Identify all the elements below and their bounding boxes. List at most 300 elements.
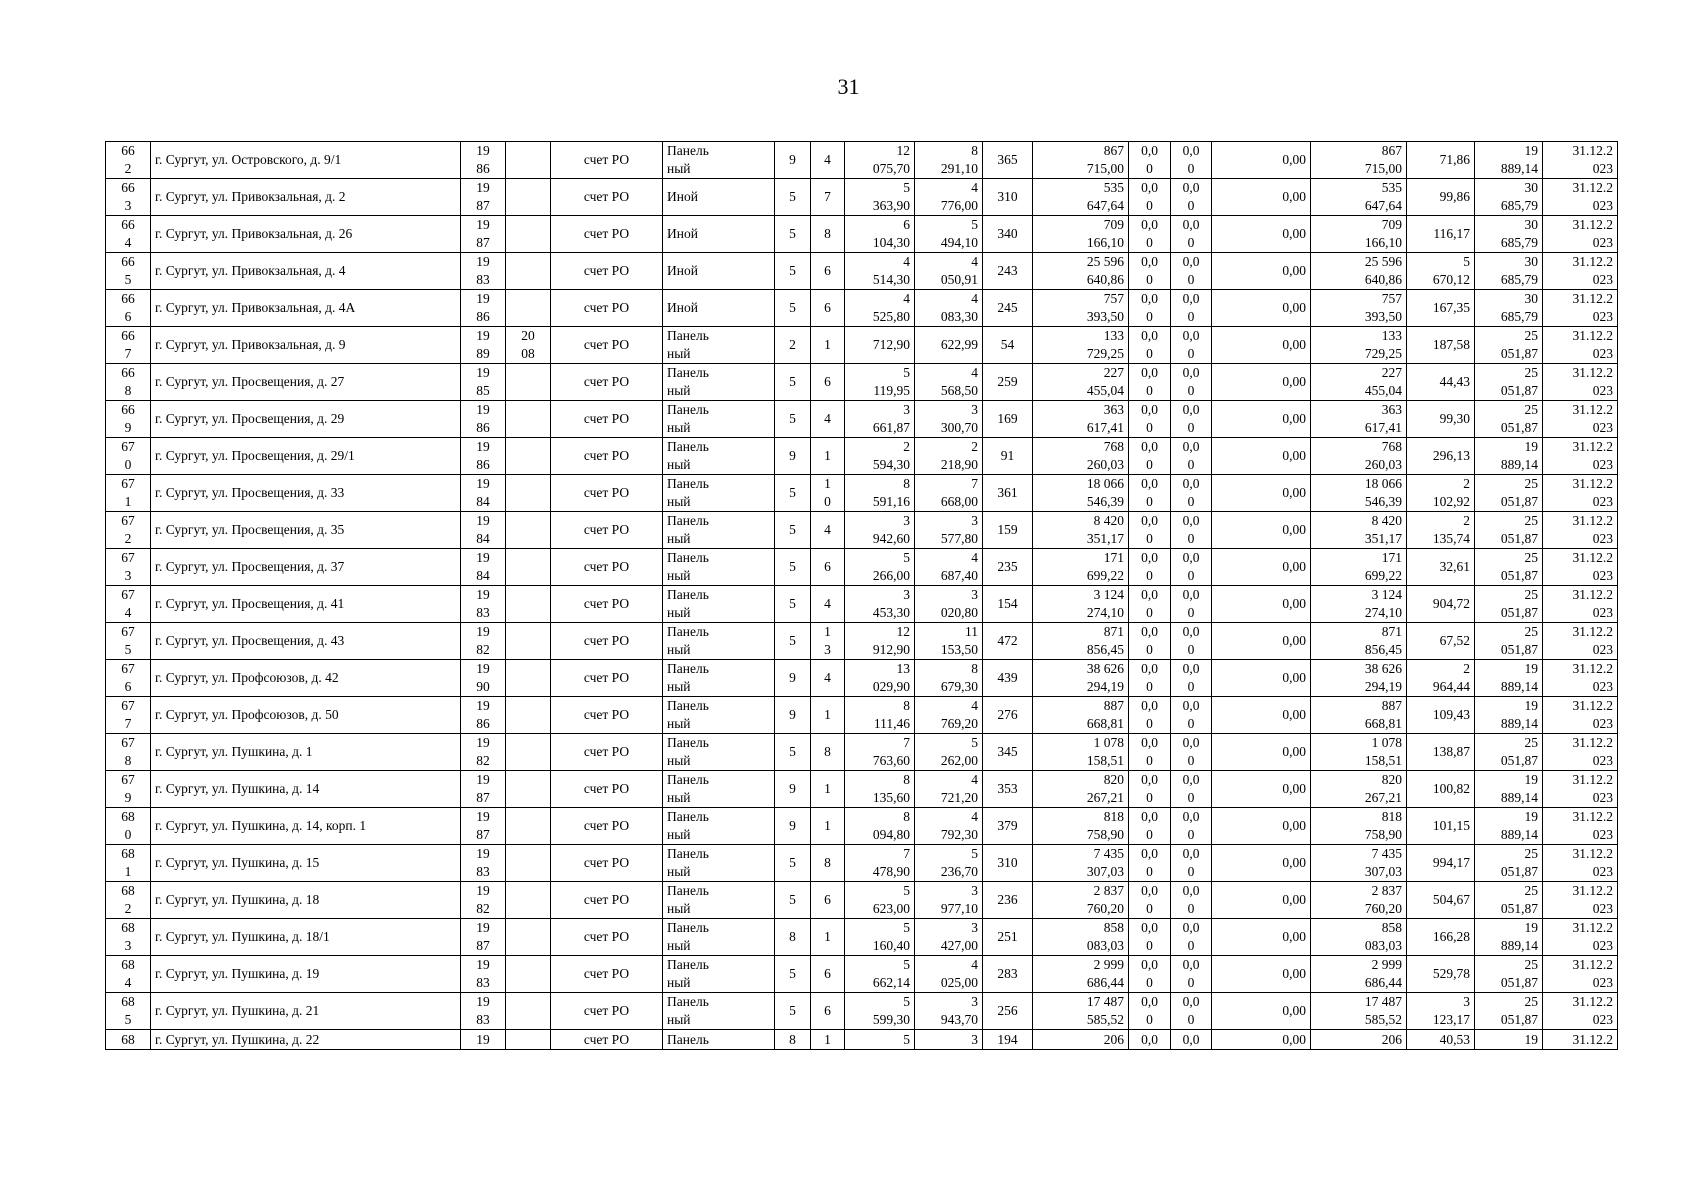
cell-row-number: 66 4 (106, 216, 151, 253)
cell-wall-material: Панель ный (663, 549, 775, 586)
cell-account-type: счет РО (551, 179, 663, 216)
cell-entrances: 1 (811, 808, 845, 845)
cell-total-cost: 820 267,21 (1033, 771, 1129, 808)
cell-cost-a: 0,0 0 (1129, 216, 1171, 253)
cell-residents: 472 (983, 623, 1033, 660)
cell-cost-b: 0,0 0 (1171, 475, 1212, 512)
table-row (106, 290, 1618, 327)
cell-wall-material: Панель ный (663, 771, 775, 808)
cell-cost-c: 0,00 (1212, 475, 1311, 512)
cell-cost-a: 0,0 0 (1129, 401, 1171, 438)
table-row (106, 327, 1618, 364)
cell-total-area: 5 119,95 (845, 364, 915, 401)
cell-cost-total: 820 267,21 (1311, 771, 1407, 808)
table-row (106, 919, 1618, 956)
cell-living-area: 4 792,30 (915, 808, 983, 845)
cell-floors: 5 (775, 623, 811, 660)
cell-row-number: 68 (106, 1030, 151, 1050)
cell-residents: 310 (983, 845, 1033, 882)
cell-limit-cost: 25 051,87 (1475, 512, 1543, 549)
cell-deadline: 31.12.2 023 (1543, 179, 1618, 216)
cell-address: г. Сургут, ул. Пушкина, д. 1 (151, 734, 461, 771)
cell-entrances: 1 (811, 327, 845, 364)
cell-residents: 310 (983, 179, 1033, 216)
cell-year-reconstructed (506, 364, 551, 401)
cell-floors: 2 (775, 327, 811, 364)
cell-floors: 9 (775, 808, 811, 845)
table-row (106, 401, 1618, 438)
table-row (106, 956, 1618, 993)
cell-cost-per-sqm: 5 670,12 (1407, 253, 1475, 290)
cell-year-built: 19 82 (461, 882, 506, 919)
cell-floors: 5 (775, 401, 811, 438)
cell-floors: 5 (775, 734, 811, 771)
cell-limit-cost: 25 051,87 (1475, 956, 1543, 993)
cell-limit-cost: 25 051,87 (1475, 882, 1543, 919)
cell-year-built: 19 86 (461, 290, 506, 327)
cell-cost-b: 0,0 0 (1171, 364, 1212, 401)
cell-entrances: 4 (811, 586, 845, 623)
cell-cost-b: 0,0 0 (1171, 179, 1212, 216)
cell-wall-material: Иной (663, 253, 775, 290)
cell-year-reconstructed (506, 623, 551, 660)
cell-year-built: 19 82 (461, 623, 506, 660)
cell-cost-total: 871 856,45 (1311, 623, 1407, 660)
cell-year-reconstructed (506, 660, 551, 697)
table-row (106, 179, 1618, 216)
cell-deadline: 31.12.2 023 (1543, 142, 1618, 179)
cell-residents: 361 (983, 475, 1033, 512)
cell-total-cost: 363 617,41 (1033, 401, 1129, 438)
cell-row-number: 67 1 (106, 475, 151, 512)
cell-living-area: 4 769,20 (915, 697, 983, 734)
cell-address: г. Сургут, ул. Пушкина, д. 19 (151, 956, 461, 993)
cell-living-area: 5 236,70 (915, 845, 983, 882)
cell-total-area: 3 661,87 (845, 401, 915, 438)
cell-wall-material: Иной (663, 216, 775, 253)
cell-wall-material: Панель (663, 1030, 775, 1050)
cell-row-number: 66 2 (106, 142, 151, 179)
cell-total-area: 3 942,60 (845, 512, 915, 549)
cell-cost-total: 757 393,50 (1311, 290, 1407, 327)
cell-account-type: счет РО (551, 475, 663, 512)
cell-cost-c: 0,00 (1212, 771, 1311, 808)
cell-cost-per-sqm: 2 135,74 (1407, 512, 1475, 549)
table-row (106, 845, 1618, 882)
cell-cost-total: 133 729,25 (1311, 327, 1407, 364)
cell-year-reconstructed (506, 549, 551, 586)
cell-year-reconstructed (506, 845, 551, 882)
cell-row-number: 67 7 (106, 697, 151, 734)
cell-deadline: 31.12.2 023 (1543, 290, 1618, 327)
cell-cost-a: 0,0 0 (1129, 734, 1171, 771)
cell-cost-a: 0,0 0 (1129, 919, 1171, 956)
cell-total-area: 5 363,90 (845, 179, 915, 216)
cell-cost-b: 0,0 0 (1171, 290, 1212, 327)
cell-limit-cost: 19 889,14 (1475, 660, 1543, 697)
cell-row-number: 68 4 (106, 956, 151, 993)
cell-cost-per-sqm: 167,35 (1407, 290, 1475, 327)
cell-cost-per-sqm: 32,61 (1407, 549, 1475, 586)
cell-row-number: 67 4 (106, 586, 151, 623)
cell-cost-b: 0,0 0 (1171, 697, 1212, 734)
cell-wall-material: Иной (663, 290, 775, 327)
cell-year-built: 19 87 (461, 771, 506, 808)
table-row (106, 623, 1618, 660)
cell-year-reconstructed (506, 253, 551, 290)
cell-year-built: 19 83 (461, 956, 506, 993)
cell-cost-a: 0,0 0 (1129, 364, 1171, 401)
cell-floors: 5 (775, 549, 811, 586)
cell-limit-cost: 19 889,14 (1475, 771, 1543, 808)
cell-deadline: 31.12.2 023 (1543, 586, 1618, 623)
cell-residents: 159 (983, 512, 1033, 549)
cell-limit-cost: 25 051,87 (1475, 623, 1543, 660)
cell-account-type: счет РО (551, 734, 663, 771)
cell-cost-c: 0,00 (1212, 882, 1311, 919)
cell-year-built: 19 86 (461, 401, 506, 438)
cell-total-area: 7 763,60 (845, 734, 915, 771)
cell-year-reconstructed (506, 882, 551, 919)
cell-total-cost: 887 668,81 (1033, 697, 1129, 734)
cell-year-built: 19 87 (461, 919, 506, 956)
cell-total-cost: 757 393,50 (1033, 290, 1129, 327)
cell-total-cost: 2 999 686,44 (1033, 956, 1129, 993)
cell-cost-a: 0,0 0 (1129, 771, 1171, 808)
cell-row-number: 66 8 (106, 364, 151, 401)
cell-residents: 169 (983, 401, 1033, 438)
cell-cost-c: 0,00 (1212, 179, 1311, 216)
table-row (106, 512, 1618, 549)
table-row (106, 808, 1618, 845)
cell-cost-b: 0,0 0 (1171, 438, 1212, 475)
cell-address: г. Сургут, ул. Островского, д. 9/1 (151, 142, 461, 179)
cell-total-area: 12 912,90 (845, 623, 915, 660)
cell-year-reconstructed (506, 179, 551, 216)
cell-cost-per-sqm: 116,17 (1407, 216, 1475, 253)
cell-cost-total: 227 455,04 (1311, 364, 1407, 401)
cell-total-area: 5 160,40 (845, 919, 915, 956)
table-row (106, 142, 1618, 179)
cell-address: г. Сургут, ул. Привокзальная, д. 2 (151, 179, 461, 216)
cell-total-cost: 867 715,00 (1033, 142, 1129, 179)
cell-year-built: 19 83 (461, 586, 506, 623)
cell-year-built: 19 (461, 1030, 506, 1050)
cell-year-built: 19 87 (461, 808, 506, 845)
cell-cost-a: 0,0 (1129, 1030, 1171, 1050)
housing-register-table (105, 141, 1618, 1050)
cell-total-area: 8 135,60 (845, 771, 915, 808)
cell-wall-material: Панель ный (663, 327, 775, 364)
cell-row-number: 67 8 (106, 734, 151, 771)
cell-deadline: 31.12.2 023 (1543, 697, 1618, 734)
cell-total-area: 7 478,90 (845, 845, 915, 882)
cell-floors: 8 (775, 919, 811, 956)
cell-entrances: 6 (811, 993, 845, 1030)
cell-limit-cost: 25 051,87 (1475, 364, 1543, 401)
cell-cost-b: 0,0 0 (1171, 771, 1212, 808)
cell-living-area: 8 291,10 (915, 142, 983, 179)
cell-wall-material: Панель ный (663, 993, 775, 1030)
cell-year-built: 19 87 (461, 179, 506, 216)
cell-deadline: 31.12.2 023 (1543, 882, 1618, 919)
cell-cost-total: 7 435 307,03 (1311, 845, 1407, 882)
cell-year-reconstructed (506, 142, 551, 179)
cell-row-number: 68 3 (106, 919, 151, 956)
cell-account-type: счет РО (551, 882, 663, 919)
cell-floors: 5 (775, 956, 811, 993)
cell-wall-material: Панель ный (663, 882, 775, 919)
cell-living-area: 622,99 (915, 327, 983, 364)
cell-deadline: 31.12.2 023 (1543, 216, 1618, 253)
cell-wall-material: Панель ный (663, 401, 775, 438)
cell-account-type: счет РО (551, 771, 663, 808)
cell-entrances: 6 (811, 290, 845, 327)
cell-wall-material: Панель ный (663, 808, 775, 845)
cell-entrances: 4 (811, 512, 845, 549)
cell-cost-a: 0,0 0 (1129, 142, 1171, 179)
cell-living-area: 3 943,70 (915, 993, 983, 1030)
cell-cost-total: 818 758,90 (1311, 808, 1407, 845)
cell-limit-cost: 19 889,14 (1475, 919, 1543, 956)
cell-cost-c: 0,00 (1212, 512, 1311, 549)
cell-cost-a: 0,0 0 (1129, 290, 1171, 327)
cell-living-area: 3 977,10 (915, 882, 983, 919)
cell-cost-total: 363 617,41 (1311, 401, 1407, 438)
cell-account-type: счет РО (551, 253, 663, 290)
cell-address: г. Сургут, ул. Пушкина, д. 18 (151, 882, 461, 919)
cell-deadline: 31.12.2 023 (1543, 956, 1618, 993)
cell-living-area: 5 494,10 (915, 216, 983, 253)
cell-row-number: 67 6 (106, 660, 151, 697)
cell-cost-b: 0,0 0 (1171, 882, 1212, 919)
cell-cost-per-sqm: 101,15 (1407, 808, 1475, 845)
cell-residents: 245 (983, 290, 1033, 327)
cell-living-area: 3 427,00 (915, 919, 983, 956)
cell-row-number: 67 9 (106, 771, 151, 808)
cell-year-reconstructed (506, 734, 551, 771)
cell-cost-total: 25 596 640,86 (1311, 253, 1407, 290)
cell-residents: 365 (983, 142, 1033, 179)
cell-cost-per-sqm: 40,53 (1407, 1030, 1475, 1050)
table-row (106, 475, 1618, 512)
cell-total-cost: 2 837 760,20 (1033, 882, 1129, 919)
cell-cost-a: 0,0 0 (1129, 623, 1171, 660)
table-row (106, 253, 1618, 290)
cell-cost-a: 0,0 0 (1129, 808, 1171, 845)
cell-account-type: счет РО (551, 327, 663, 364)
cell-total-area: 13 029,90 (845, 660, 915, 697)
cell-wall-material: Панель ный (663, 845, 775, 882)
cell-row-number: 68 5 (106, 993, 151, 1030)
cell-limit-cost: 19 889,14 (1475, 142, 1543, 179)
cell-cost-c: 0,00 (1212, 919, 1311, 956)
cell-year-reconstructed (506, 216, 551, 253)
cell-cost-c: 0,00 (1212, 734, 1311, 771)
cell-residents: 353 (983, 771, 1033, 808)
cell-row-number: 68 0 (106, 808, 151, 845)
cell-cost-per-sqm: 67,52 (1407, 623, 1475, 660)
cell-limit-cost: 19 889,14 (1475, 808, 1543, 845)
cell-year-built: 19 89 (461, 327, 506, 364)
cell-cost-b: 0,0 0 (1171, 623, 1212, 660)
cell-cost-c: 0,00 (1212, 253, 1311, 290)
cell-deadline: 31.12.2 023 (1543, 660, 1618, 697)
cell-cost-per-sqm: 904,72 (1407, 586, 1475, 623)
cell-residents: 194 (983, 1030, 1033, 1050)
cell-living-area: 7 668,00 (915, 475, 983, 512)
cell-living-area: 3 577,80 (915, 512, 983, 549)
cell-living-area: 4 083,30 (915, 290, 983, 327)
cell-cost-per-sqm: 138,87 (1407, 734, 1475, 771)
cell-floors: 5 (775, 216, 811, 253)
cell-entrances: 8 (811, 216, 845, 253)
cell-total-area: 4 514,30 (845, 253, 915, 290)
cell-row-number: 66 7 (106, 327, 151, 364)
cell-total-cost: 17 487 585,52 (1033, 993, 1129, 1030)
cell-row-number: 67 5 (106, 623, 151, 660)
cell-cost-total: 18 066 546,39 (1311, 475, 1407, 512)
cell-floors: 9 (775, 438, 811, 475)
cell-total-cost: 133 729,25 (1033, 327, 1129, 364)
cell-wall-material: Панель ный (663, 586, 775, 623)
cell-floors: 9 (775, 660, 811, 697)
cell-cost-a: 0,0 0 (1129, 993, 1171, 1030)
cell-address: г. Сургут, ул. Пушкина, д. 22 (151, 1030, 461, 1050)
table-row (106, 549, 1618, 586)
cell-limit-cost: 30 685,79 (1475, 216, 1543, 253)
cell-cost-a: 0,0 0 (1129, 438, 1171, 475)
cell-wall-material: Панель ный (663, 438, 775, 475)
cell-cost-c: 0,00 (1212, 290, 1311, 327)
cell-account-type: счет РО (551, 364, 663, 401)
cell-total-area: 5 266,00 (845, 549, 915, 586)
cell-cost-total: 206 (1311, 1030, 1407, 1050)
cell-cost-per-sqm: 2 102,92 (1407, 475, 1475, 512)
cell-wall-material: Панель ный (663, 734, 775, 771)
cell-limit-cost: 19 889,14 (1475, 438, 1543, 475)
cell-wall-material: Панель ный (663, 364, 775, 401)
cell-cost-c: 0,00 (1212, 623, 1311, 660)
cell-cost-per-sqm: 3 123,17 (1407, 993, 1475, 1030)
cell-wall-material: Панель ный (663, 919, 775, 956)
cell-cost-per-sqm: 99,86 (1407, 179, 1475, 216)
cell-year-reconstructed (506, 919, 551, 956)
cell-year-built: 19 83 (461, 993, 506, 1030)
cell-address: г. Сургут, ул. Профсоюзов, д. 50 (151, 697, 461, 734)
cell-deadline: 31.12.2 023 (1543, 475, 1618, 512)
cell-residents: 236 (983, 882, 1033, 919)
cell-cost-a: 0,0 0 (1129, 660, 1171, 697)
cell-wall-material: Панель ный (663, 697, 775, 734)
cell-cost-c: 0,00 (1212, 364, 1311, 401)
cell-year-reconstructed (506, 290, 551, 327)
cell-total-cost: 38 626 294,19 (1033, 660, 1129, 697)
cell-cost-per-sqm: 504,67 (1407, 882, 1475, 919)
cell-account-type: счет РО (551, 919, 663, 956)
table-row (106, 1030, 1618, 1050)
cell-cost-b: 0,0 0 (1171, 327, 1212, 364)
cell-year-built: 19 85 (461, 364, 506, 401)
cell-cost-b: 0,0 0 (1171, 253, 1212, 290)
cell-deadline: 31.12.2 023 (1543, 993, 1618, 1030)
cell-entrances: 4 (811, 401, 845, 438)
cell-total-cost: 25 596 640,86 (1033, 253, 1129, 290)
cell-cost-per-sqm: 529,78 (1407, 956, 1475, 993)
cell-cost-b: 0,0 0 (1171, 956, 1212, 993)
cell-cost-c: 0,00 (1212, 438, 1311, 475)
cell-cost-c: 0,00 (1212, 586, 1311, 623)
cell-total-cost: 871 856,45 (1033, 623, 1129, 660)
cell-cost-total: 709 166,10 (1311, 216, 1407, 253)
cell-address: г. Сургут, ул. Пушкина, д. 15 (151, 845, 461, 882)
cell-cost-b: 0,0 0 (1171, 808, 1212, 845)
cell-cost-total: 768 260,03 (1311, 438, 1407, 475)
cell-year-reconstructed (506, 586, 551, 623)
cell-account-type: счет РО (551, 808, 663, 845)
cell-cost-total: 1 078 158,51 (1311, 734, 1407, 771)
cell-deadline: 31.12.2 023 (1543, 512, 1618, 549)
cell-limit-cost: 25 051,87 (1475, 475, 1543, 512)
cell-deadline: 31.12.2 023 (1543, 808, 1618, 845)
cell-entrances: 6 (811, 364, 845, 401)
cell-floors: 9 (775, 771, 811, 808)
cell-cost-per-sqm: 99,30 (1407, 401, 1475, 438)
cell-floors: 9 (775, 697, 811, 734)
cell-total-area: 4 525,80 (845, 290, 915, 327)
cell-row-number: 67 0 (106, 438, 151, 475)
cell-wall-material: Панель ный (663, 623, 775, 660)
cell-residents: 379 (983, 808, 1033, 845)
cell-total-area: 5 662,14 (845, 956, 915, 993)
cell-cost-c: 0,00 (1212, 845, 1311, 882)
cell-total-cost: 227 455,04 (1033, 364, 1129, 401)
cell-cost-total: 2 837 760,20 (1311, 882, 1407, 919)
cell-total-area: 3 453,30 (845, 586, 915, 623)
cell-entrances: 1 3 (811, 623, 845, 660)
cell-total-cost: 1 078 158,51 (1033, 734, 1129, 771)
cell-wall-material: Панель ный (663, 512, 775, 549)
cell-row-number: 66 5 (106, 253, 151, 290)
cell-address: г. Сургут, ул. Пушкина, д. 14 (151, 771, 461, 808)
cell-cost-b: 0,0 0 (1171, 919, 1212, 956)
cell-total-cost: 535 647,64 (1033, 179, 1129, 216)
cell-living-area: 11 153,50 (915, 623, 983, 660)
cell-account-type: счет РО (551, 512, 663, 549)
cell-account-type: счет РО (551, 586, 663, 623)
cell-total-cost: 858 083,03 (1033, 919, 1129, 956)
cell-account-type: счет РО (551, 216, 663, 253)
cell-residents: 259 (983, 364, 1033, 401)
cell-residents: 251 (983, 919, 1033, 956)
cell-cost-c: 0,00 (1212, 993, 1311, 1030)
cell-residents: 54 (983, 327, 1033, 364)
table-row (106, 438, 1618, 475)
cell-year-built: 19 83 (461, 253, 506, 290)
cell-living-area: 4 568,50 (915, 364, 983, 401)
cell-year-reconstructed (506, 993, 551, 1030)
cell-account-type: счет РО (551, 623, 663, 660)
cell-total-cost: 206 (1033, 1030, 1129, 1050)
cell-cost-c: 0,00 (1212, 660, 1311, 697)
cell-account-type: счет РО (551, 993, 663, 1030)
table-row (106, 586, 1618, 623)
cell-deadline: 31.12.2 023 (1543, 327, 1618, 364)
cell-cost-a: 0,0 0 (1129, 512, 1171, 549)
cell-cost-per-sqm: 166,28 (1407, 919, 1475, 956)
cell-row-number: 66 6 (106, 290, 151, 327)
cell-year-built: 19 84 (461, 549, 506, 586)
